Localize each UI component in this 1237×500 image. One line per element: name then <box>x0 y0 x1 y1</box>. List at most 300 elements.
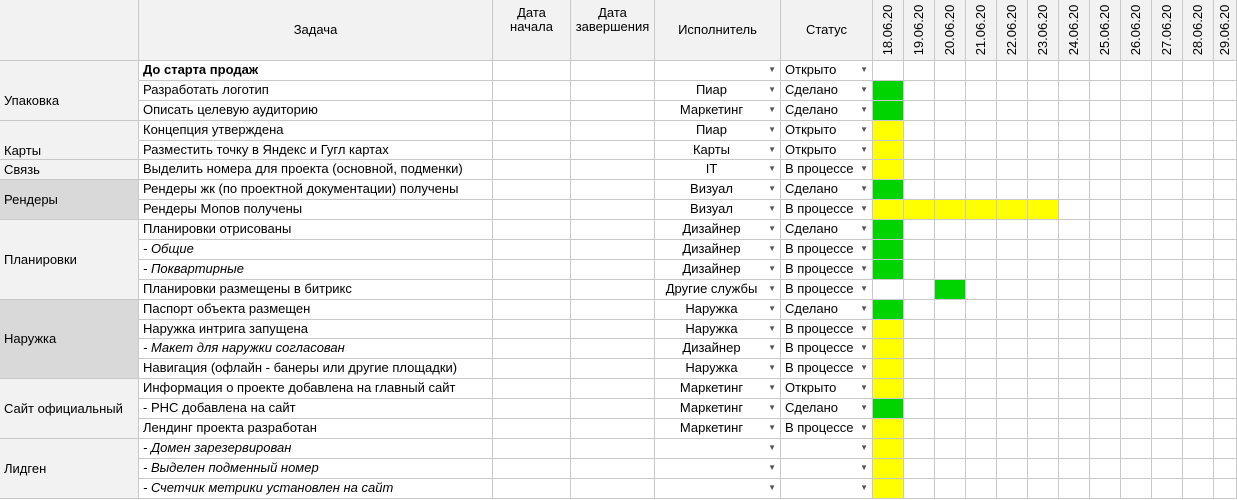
gantt-cell[interactable] <box>1059 479 1090 499</box>
end-date-cell[interactable] <box>571 459 655 479</box>
start-date-cell[interactable] <box>493 339 571 359</box>
gantt-cell[interactable] <box>1090 320 1121 340</box>
assignee-select[interactable] <box>655 419 781 439</box>
gantt-cell[interactable] <box>935 300 966 320</box>
gantt-cell[interactable] <box>935 81 966 101</box>
gantt-cell[interactable] <box>1214 240 1237 260</box>
gantt-cell[interactable] <box>966 399 997 419</box>
gantt-cell[interactable] <box>997 101 1028 121</box>
gantt-cell[interactable] <box>997 240 1028 260</box>
dropdown-arrow-icon[interactable]: ▼ <box>860 144 868 154</box>
task-cell[interactable]: Рендеры жк (по проектной документации) получены <box>139 180 493 200</box>
dropdown-arrow-icon[interactable]: ▼ <box>768 104 776 114</box>
gantt-cell[interactable] <box>935 459 966 479</box>
dropdown-arrow-icon[interactable]: ▼ <box>860 224 868 234</box>
gantt-cell[interactable] <box>1028 180 1059 200</box>
gantt-cell[interactable] <box>904 61 935 81</box>
dropdown-arrow-icon[interactable]: ▼ <box>768 204 776 214</box>
gantt-cell[interactable] <box>997 419 1028 439</box>
gantt-cell[interactable] <box>966 141 997 161</box>
gantt-cell[interactable] <box>966 379 997 399</box>
gantt-cell[interactable] <box>1090 300 1121 320</box>
gantt-cell[interactable] <box>873 141 904 161</box>
dropdown-arrow-icon[interactable]: ▼ <box>768 84 776 94</box>
gantt-cell[interactable] <box>873 399 904 419</box>
status-header[interactable] <box>781 0 873 61</box>
start-date-cell[interactable] <box>493 160 571 180</box>
gantt-cell[interactable] <box>966 101 997 121</box>
gantt-cell[interactable] <box>1059 220 1090 240</box>
gantt-cell[interactable] <box>904 240 935 260</box>
dropdown-arrow-icon[interactable]: ▼ <box>768 482 776 492</box>
gantt-cell[interactable] <box>1121 439 1152 459</box>
gantt-cell[interactable] <box>1152 200 1183 220</box>
task-cell[interactable]: - Выделен подменный номер <box>139 459 493 479</box>
gantt-cell[interactable] <box>935 240 966 260</box>
gantt-cell[interactable] <box>1059 359 1090 379</box>
gantt-cell[interactable] <box>1214 459 1237 479</box>
gantt-cell[interactable] <box>966 61 997 81</box>
gantt-cell[interactable] <box>1090 399 1121 419</box>
gantt-cell[interactable] <box>997 300 1028 320</box>
gantt-cell[interactable] <box>1059 379 1090 399</box>
gantt-cell[interactable] <box>1028 300 1059 320</box>
gantt-cell[interactable] <box>997 61 1028 81</box>
gantt-cell[interactable] <box>904 459 935 479</box>
gantt-cell[interactable] <box>966 160 997 180</box>
gantt-cell[interactable] <box>1183 220 1214 240</box>
gantt-cell[interactable] <box>997 141 1028 161</box>
gantt-cell[interactable] <box>1121 300 1152 320</box>
gantt-cell[interactable] <box>1214 320 1237 340</box>
date-header-2[interactable] <box>935 0 966 61</box>
gantt-cell[interactable] <box>1214 419 1237 439</box>
gantt-cell[interactable] <box>904 300 935 320</box>
task-cell[interactable]: Наружка интрига запущена <box>139 320 493 340</box>
gantt-cell[interactable] <box>904 220 935 240</box>
gantt-cell[interactable] <box>1028 240 1059 260</box>
gantt-cell[interactable] <box>935 280 966 300</box>
dropdown-arrow-icon[interactable]: ▼ <box>768 224 776 234</box>
gantt-cell[interactable] <box>873 379 904 399</box>
dropdown-arrow-icon[interactable]: ▼ <box>768 244 776 254</box>
gantt-cell[interactable] <box>1059 459 1090 479</box>
gantt-cell[interactable] <box>966 280 997 300</box>
end-date-cell[interactable] <box>571 379 655 399</box>
date-header-7[interactable] <box>1090 0 1121 61</box>
gantt-cell[interactable] <box>873 459 904 479</box>
gantt-cell[interactable] <box>1090 280 1121 300</box>
end-date-cell[interactable] <box>571 399 655 419</box>
gantt-cell[interactable] <box>904 81 935 101</box>
dropdown-arrow-icon[interactable]: ▼ <box>768 124 776 134</box>
gantt-cell[interactable] <box>1028 479 1059 499</box>
gantt-cell[interactable] <box>935 61 966 81</box>
gantt-cell[interactable] <box>1214 81 1237 101</box>
gantt-cell[interactable] <box>1121 81 1152 101</box>
date-header-4[interactable] <box>997 0 1028 61</box>
gantt-cell[interactable] <box>935 200 966 220</box>
gantt-cell[interactable] <box>1028 399 1059 419</box>
gantt-cell[interactable] <box>1059 320 1090 340</box>
gantt-cell[interactable] <box>1214 379 1237 399</box>
end-date-cell[interactable] <box>571 339 655 359</box>
gantt-cell[interactable] <box>997 320 1028 340</box>
status-select[interactable] <box>781 141 873 161</box>
status-select[interactable] <box>781 260 873 280</box>
gantt-cell[interactable] <box>904 439 935 459</box>
status-select[interactable] <box>781 101 873 121</box>
gantt-cell[interactable] <box>1028 280 1059 300</box>
gantt-cell[interactable] <box>1028 419 1059 439</box>
gantt-cell[interactable] <box>1183 61 1214 81</box>
gantt-cell[interactable] <box>873 200 904 220</box>
dropdown-arrow-icon[interactable]: ▼ <box>860 84 868 94</box>
gantt-cell[interactable] <box>1121 180 1152 200</box>
gantt-cell[interactable] <box>1214 439 1237 459</box>
dropdown-arrow-icon[interactable]: ▼ <box>860 164 868 174</box>
gantt-cell[interactable] <box>1121 101 1152 121</box>
status-select[interactable] <box>781 399 873 419</box>
assignee-select[interactable] <box>655 479 781 499</box>
task-header[interactable] <box>139 0 493 61</box>
gantt-cell[interactable] <box>1121 121 1152 141</box>
gantt-cell[interactable] <box>1121 200 1152 220</box>
gantt-cell[interactable] <box>1214 61 1237 81</box>
gantt-cell[interactable] <box>873 339 904 359</box>
gantt-cell[interactable] <box>1059 240 1090 260</box>
dropdown-arrow-icon[interactable]: ▼ <box>768 263 776 273</box>
gantt-cell[interactable] <box>966 339 997 359</box>
gantt-cell[interactable] <box>966 359 997 379</box>
gantt-cell[interactable] <box>1183 320 1214 340</box>
gantt-cell[interactable] <box>1121 160 1152 180</box>
gantt-cell[interactable] <box>1121 459 1152 479</box>
task-cell[interactable]: - Макет для наружки согласован <box>139 339 493 359</box>
dropdown-arrow-icon[interactable]: ▼ <box>860 303 868 313</box>
gantt-cell[interactable] <box>873 160 904 180</box>
gantt-cell[interactable] <box>873 81 904 101</box>
gantt-cell[interactable] <box>1183 359 1214 379</box>
dropdown-arrow-icon[interactable]: ▼ <box>860 283 868 293</box>
end-date-cell[interactable] <box>571 121 655 141</box>
gantt-cell[interactable] <box>997 479 1028 499</box>
gantt-cell[interactable] <box>1028 320 1059 340</box>
gantt-cell[interactable] <box>966 81 997 101</box>
gantt-cell[interactable] <box>935 339 966 359</box>
gantt-cell[interactable] <box>997 180 1028 200</box>
dropdown-arrow-icon[interactable]: ▼ <box>860 343 868 353</box>
dropdown-arrow-icon[interactable]: ▼ <box>768 423 776 433</box>
status-select[interactable] <box>781 121 873 141</box>
date-header-5[interactable] <box>1028 0 1059 61</box>
gantt-cell[interactable] <box>1183 240 1214 260</box>
gantt-cell[interactable] <box>1152 81 1183 101</box>
gantt-cell[interactable] <box>966 439 997 459</box>
dropdown-arrow-icon[interactable]: ▼ <box>768 65 776 74</box>
date-header-1[interactable] <box>904 0 935 61</box>
gantt-cell[interactable] <box>904 160 935 180</box>
gantt-cell[interactable] <box>904 260 935 280</box>
assignee-select[interactable] <box>655 220 781 240</box>
gantt-cell[interactable] <box>873 479 904 499</box>
dropdown-arrow-icon[interactable]: ▼ <box>768 462 776 472</box>
date-header-9[interactable] <box>1152 0 1183 61</box>
gantt-cell[interactable] <box>873 320 904 340</box>
task-cell[interactable]: Выделить номера для проекта (основной, подменки) <box>139 160 493 180</box>
gantt-cell[interactable] <box>1059 260 1090 280</box>
gantt-cell[interactable] <box>1152 419 1183 439</box>
assignee-select[interactable] <box>655 240 781 260</box>
gantt-cell[interactable] <box>935 160 966 180</box>
gantt-cell[interactable] <box>966 260 997 280</box>
task-cell[interactable]: Описать целевую аудиторию <box>139 101 493 121</box>
gantt-cell[interactable] <box>1090 379 1121 399</box>
gantt-cell[interactable] <box>1152 180 1183 200</box>
task-cell[interactable]: Планировки отрисованы <box>139 220 493 240</box>
task-cell[interactable]: - Домен зарезервирован <box>139 439 493 459</box>
gantt-cell[interactable] <box>1090 180 1121 200</box>
gantt-cell[interactable] <box>873 121 904 141</box>
assignee-select[interactable] <box>655 160 781 180</box>
dropdown-arrow-icon[interactable]: ▼ <box>768 363 776 373</box>
start-date-cell[interactable] <box>493 220 571 240</box>
gantt-cell[interactable] <box>1121 260 1152 280</box>
gantt-cell[interactable] <box>904 280 935 300</box>
gantt-cell[interactable] <box>1214 479 1237 499</box>
gantt-cell[interactable] <box>935 399 966 419</box>
start-date-cell[interactable] <box>493 439 571 459</box>
gantt-cell[interactable] <box>873 101 904 121</box>
start-date-cell[interactable] <box>493 379 571 399</box>
gantt-cell[interactable] <box>935 101 966 121</box>
gantt-cell[interactable] <box>935 260 966 280</box>
gantt-cell[interactable] <box>904 399 935 419</box>
date-header-10[interactable] <box>1183 0 1214 61</box>
task-cell[interactable]: Разместить точку в Яндекс и Гугл картах <box>139 141 493 161</box>
task-cell[interactable]: Навигация (офлайн - банеры или другие площадки) <box>139 359 493 379</box>
status-select[interactable] <box>781 419 873 439</box>
gantt-cell[interactable] <box>1214 200 1237 220</box>
gantt-cell[interactable] <box>1059 439 1090 459</box>
dropdown-arrow-icon[interactable]: ▼ <box>768 303 776 313</box>
task-cell[interactable]: Информация о проекте добавлена на главный сайт <box>139 379 493 399</box>
gantt-cell[interactable] <box>1028 339 1059 359</box>
gantt-cell[interactable] <box>1183 300 1214 320</box>
end-date-cell[interactable] <box>571 160 655 180</box>
gantt-cell[interactable] <box>873 359 904 379</box>
gantt-cell[interactable] <box>1090 220 1121 240</box>
start-date-cell[interactable] <box>493 141 571 161</box>
gantt-cell[interactable] <box>1028 160 1059 180</box>
assignee-select[interactable] <box>655 200 781 220</box>
gantt-cell[interactable] <box>1121 141 1152 161</box>
gantt-cell[interactable] <box>997 339 1028 359</box>
assignee-select[interactable] <box>655 121 781 141</box>
gantt-cell[interactable] <box>1121 320 1152 340</box>
gantt-cell[interactable] <box>1152 260 1183 280</box>
gantt-cell[interactable] <box>1028 81 1059 101</box>
status-select[interactable] <box>781 81 873 101</box>
gantt-cell[interactable] <box>1090 160 1121 180</box>
status-select[interactable] <box>781 479 873 499</box>
assignee-select[interactable] <box>655 399 781 419</box>
date-header-0[interactable] <box>873 0 904 61</box>
start-date-cell[interactable] <box>493 61 571 81</box>
gantt-cell[interactable] <box>1152 160 1183 180</box>
end-date-cell[interactable] <box>571 479 655 499</box>
gantt-cell[interactable] <box>935 439 966 459</box>
start-date-cell[interactable] <box>493 459 571 479</box>
gantt-cell[interactable] <box>1183 439 1214 459</box>
gantt-cell[interactable] <box>1059 339 1090 359</box>
gantt-cell[interactable] <box>997 439 1028 459</box>
gantt-cell[interactable] <box>1121 61 1152 81</box>
gantt-cell[interactable] <box>997 280 1028 300</box>
assignee-header[interactable] <box>655 0 781 61</box>
gantt-cell[interactable] <box>1183 379 1214 399</box>
gantt-cell[interactable] <box>1152 359 1183 379</box>
gantt-cell[interactable] <box>1059 61 1090 81</box>
gantt-cell[interactable] <box>1121 240 1152 260</box>
dropdown-arrow-icon[interactable]: ▼ <box>768 164 776 174</box>
gantt-cell[interactable] <box>1090 359 1121 379</box>
gantt-cell[interactable] <box>1152 280 1183 300</box>
gantt-cell[interactable] <box>966 459 997 479</box>
task-cell[interactable]: Лендинг проекта разработан <box>139 419 493 439</box>
gantt-cell[interactable] <box>1214 141 1237 161</box>
gantt-cell[interactable] <box>1028 459 1059 479</box>
gantt-cell[interactable] <box>1183 121 1214 141</box>
gantt-cell[interactable] <box>1214 280 1237 300</box>
dropdown-arrow-icon[interactable]: ▼ <box>768 403 776 413</box>
end-date-cell[interactable] <box>571 81 655 101</box>
gantt-cell[interactable] <box>1152 479 1183 499</box>
gantt-cell[interactable] <box>966 479 997 499</box>
assignee-select[interactable] <box>655 339 781 359</box>
start-date-cell[interactable] <box>493 359 571 379</box>
gantt-cell[interactable] <box>966 220 997 240</box>
date-header-6[interactable] <box>1059 0 1090 61</box>
gantt-cell[interactable] <box>997 81 1028 101</box>
status-select[interactable] <box>781 339 873 359</box>
start-date-header[interactable] <box>493 0 571 61</box>
task-cell[interactable]: - Общие <box>139 240 493 260</box>
dropdown-arrow-icon[interactable]: ▼ <box>860 124 868 134</box>
gantt-cell[interactable] <box>873 260 904 280</box>
gantt-cell[interactable] <box>935 479 966 499</box>
gantt-cell[interactable] <box>1090 81 1121 101</box>
gantt-cell[interactable] <box>1183 479 1214 499</box>
date-header-8[interactable] <box>1121 0 1152 61</box>
gantt-cell[interactable] <box>1059 141 1090 161</box>
dropdown-arrow-icon[interactable]: ▼ <box>768 442 776 452</box>
end-date-header[interactable] <box>571 0 655 61</box>
gantt-cell[interactable] <box>873 280 904 300</box>
gantt-cell[interactable] <box>1152 220 1183 240</box>
gantt-cell[interactable] <box>1059 81 1090 101</box>
gantt-cell[interactable] <box>1183 459 1214 479</box>
status-select[interactable] <box>781 439 873 459</box>
task-cell[interactable]: Концепция утверждена <box>139 121 493 141</box>
gantt-cell[interactable] <box>966 300 997 320</box>
end-date-cell[interactable] <box>571 141 655 161</box>
dropdown-arrow-icon[interactable]: ▼ <box>860 323 868 333</box>
gantt-cell[interactable] <box>873 61 904 81</box>
assignee-select[interactable] <box>655 439 781 459</box>
dropdown-arrow-icon[interactable]: ▼ <box>860 204 868 214</box>
status-select[interactable] <box>781 240 873 260</box>
gantt-cell[interactable] <box>1183 260 1214 280</box>
gantt-cell[interactable] <box>1183 141 1214 161</box>
dropdown-arrow-icon[interactable]: ▼ <box>768 323 776 333</box>
gantt-cell[interactable] <box>1214 180 1237 200</box>
gantt-cell[interactable] <box>1214 160 1237 180</box>
end-date-cell[interactable] <box>571 220 655 240</box>
dropdown-arrow-icon[interactable]: ▼ <box>860 482 868 492</box>
gantt-cell[interactable] <box>1121 419 1152 439</box>
gantt-cell[interactable] <box>1028 101 1059 121</box>
gantt-cell[interactable] <box>1183 160 1214 180</box>
end-date-cell[interactable] <box>571 300 655 320</box>
gantt-cell[interactable] <box>966 200 997 220</box>
gantt-cell[interactable] <box>1059 101 1090 121</box>
assignee-select[interactable] <box>655 260 781 280</box>
gantt-cell[interactable] <box>1152 459 1183 479</box>
assignee-select[interactable] <box>655 101 781 121</box>
gantt-cell[interactable] <box>1214 121 1237 141</box>
gantt-cell[interactable] <box>873 220 904 240</box>
assignee-select[interactable] <box>655 300 781 320</box>
gantt-cell[interactable] <box>935 419 966 439</box>
gantt-cell[interactable] <box>1059 160 1090 180</box>
status-select[interactable] <box>781 160 873 180</box>
gantt-cell[interactable] <box>1059 280 1090 300</box>
end-date-cell[interactable] <box>571 260 655 280</box>
start-date-cell[interactable] <box>493 260 571 280</box>
start-date-cell[interactable] <box>493 399 571 419</box>
gantt-cell[interactable] <box>1152 101 1183 121</box>
dropdown-arrow-icon[interactable]: ▼ <box>860 244 868 254</box>
gantt-cell[interactable] <box>904 200 935 220</box>
gantt-cell[interactable] <box>1090 61 1121 81</box>
gantt-cell[interactable] <box>1152 121 1183 141</box>
end-date-cell[interactable] <box>571 320 655 340</box>
gantt-cell[interactable] <box>904 419 935 439</box>
gantt-cell[interactable] <box>1090 101 1121 121</box>
gantt-cell[interactable] <box>1090 260 1121 280</box>
gantt-cell[interactable] <box>1028 121 1059 141</box>
status-select[interactable] <box>781 200 873 220</box>
assignee-select[interactable] <box>655 141 781 161</box>
gantt-cell[interactable] <box>1152 141 1183 161</box>
assignee-select[interactable] <box>655 359 781 379</box>
task-cell[interactable]: - Поквартирные <box>139 260 493 280</box>
end-date-cell[interactable] <box>571 200 655 220</box>
date-header-3[interactable] <box>966 0 997 61</box>
gantt-cell[interactable] <box>1090 439 1121 459</box>
gantt-cell[interactable] <box>1090 141 1121 161</box>
gantt-cell[interactable] <box>997 359 1028 379</box>
end-date-cell[interactable] <box>571 180 655 200</box>
assignee-select[interactable] <box>655 459 781 479</box>
dropdown-arrow-icon[interactable]: ▼ <box>860 462 868 472</box>
gantt-cell[interactable] <box>935 320 966 340</box>
gantt-cell[interactable] <box>997 399 1028 419</box>
gantt-cell[interactable] <box>1214 300 1237 320</box>
gantt-cell[interactable] <box>1028 141 1059 161</box>
gantt-cell[interactable] <box>1121 379 1152 399</box>
